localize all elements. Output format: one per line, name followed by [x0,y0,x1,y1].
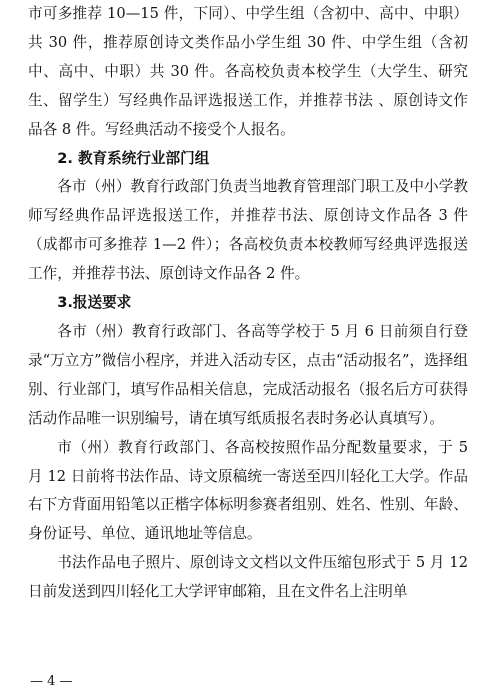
paragraph-continuation: 市可多推荐 10—15 件，下同）、中学生组（含初中、高中、中职）共 30 件，推荐原创诗文类作品小学生组 30 件、中学生组（含初中、高中、中职）共 30 件。各高校负责本校学生（大学生、研究生、留学生）写经典作品评选报送工作，并推荐书法 、原创诗文作品各 8 件。写经典活动不接受个人报名。 [28,5,468,138]
paragraph-industry-group: 各市（州）教育行政部门负责当地教育管理部门职工及中小学教师写经典作品评选报送工作，并推荐书法、原创诗文作品各 3 件（成都市可多推荐 1—2 件）；各高校负责本校教师写经典评选报送工作，并推荐书法、原创诗文作品各 2 件。 [28,178,468,283]
paragraph-registration: 各市（州）教育行政部门、各高等学校于 5 月 6 日前须自行登录“万立方”微信小程序，并进入活动专区，点击“活动报名”，选择组别、行业部门，填写作品相关信息，完成活动报名（报名后方可获得活动作品唯一识别编号，请在填写纸质报名表时务必认真填写）。 [28,322,468,427]
document-body [28,0,468,607]
paragraph-mailing: 市（州）教育行政部门、各高校按照作品分配数量要求，于 5 月 12 日前将书法作品、诗文原稿统一寄送至四川轻化工大学。作品右下方背面用铅笔以正楷字体标明参赛者组别、姓名、性别、年龄、身份证号、单位、通讯地址等信息。 [28,438,468,543]
page-number: — 4 — [30,674,73,689]
section-heading-submission-requirements: 3.报送要求 [57,294,132,312]
paragraph-electronic-submission: 书法作品电子照片、原创诗文文档以文件压缩包形式于 5 月 12 日前发送到四川轻化工大学评审邮箱，且在文件名上注明单 [28,554,468,601]
section-heading-industry-group: 2. 教育系统行业部门组 [57,149,210,167]
